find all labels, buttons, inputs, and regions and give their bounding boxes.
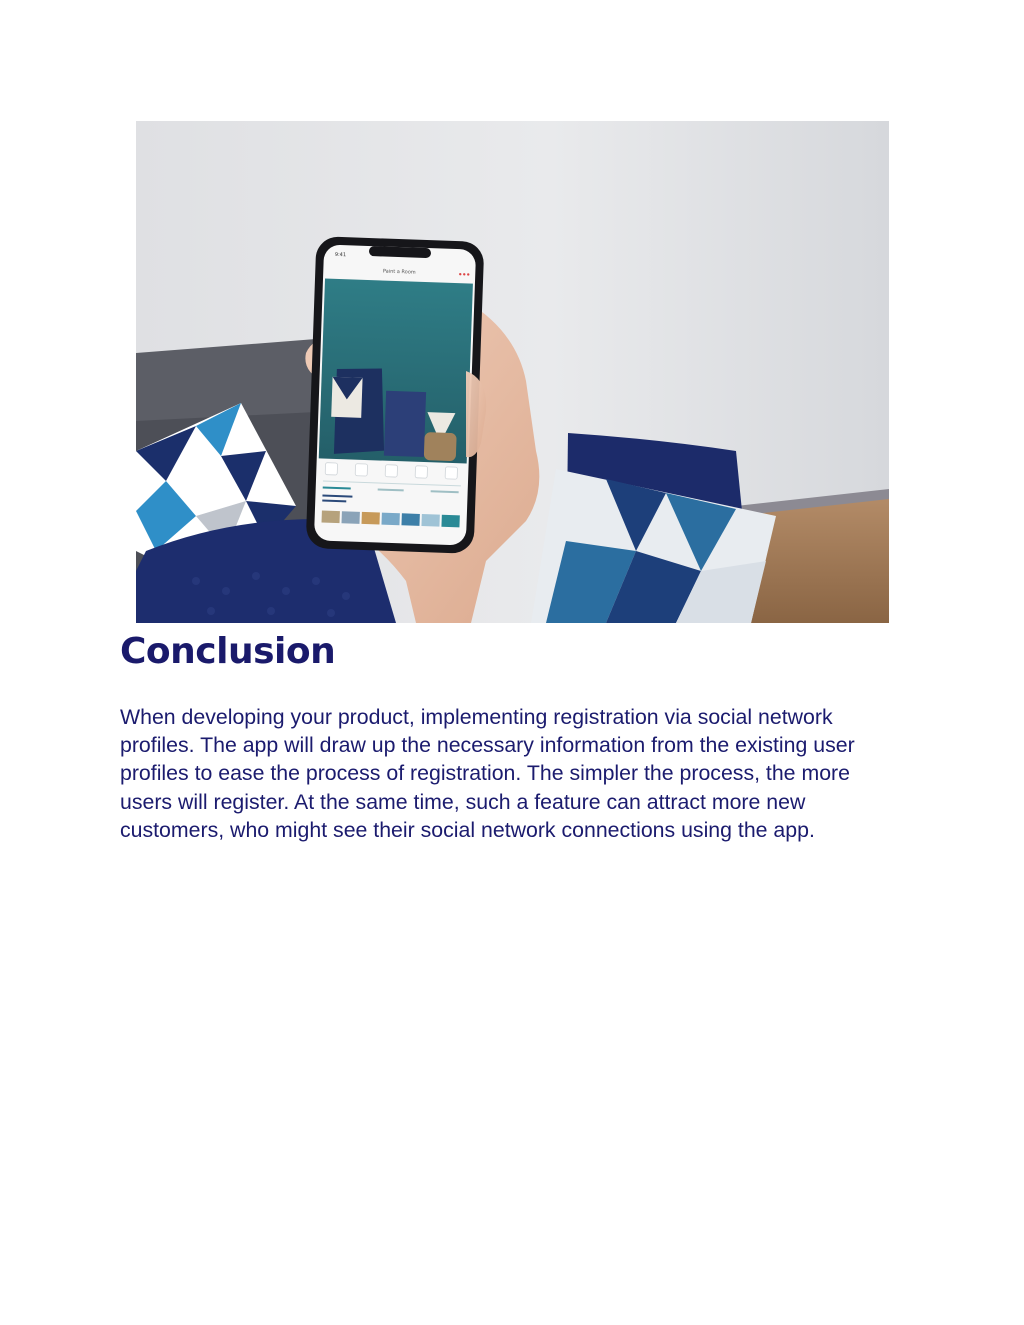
section-heading: Conclusion <box>120 631 336 672</box>
phone-app-title: Paint a Room <box>382 268 416 276</box>
conclusion-paragraph: When developing your product, implementing registration via social network profiles. The app will draw up the necessary information from the existing user profiles to ease the process of registration. The simpler the process, the more users will register. At the same time, such a feature can attract more new customers, who might see their social network connections using the app. <box>120 705 855 842</box>
phone-time: 9:41 <box>334 251 347 259</box>
hero-photo <box>136 121 889 623</box>
phone <box>306 236 485 554</box>
